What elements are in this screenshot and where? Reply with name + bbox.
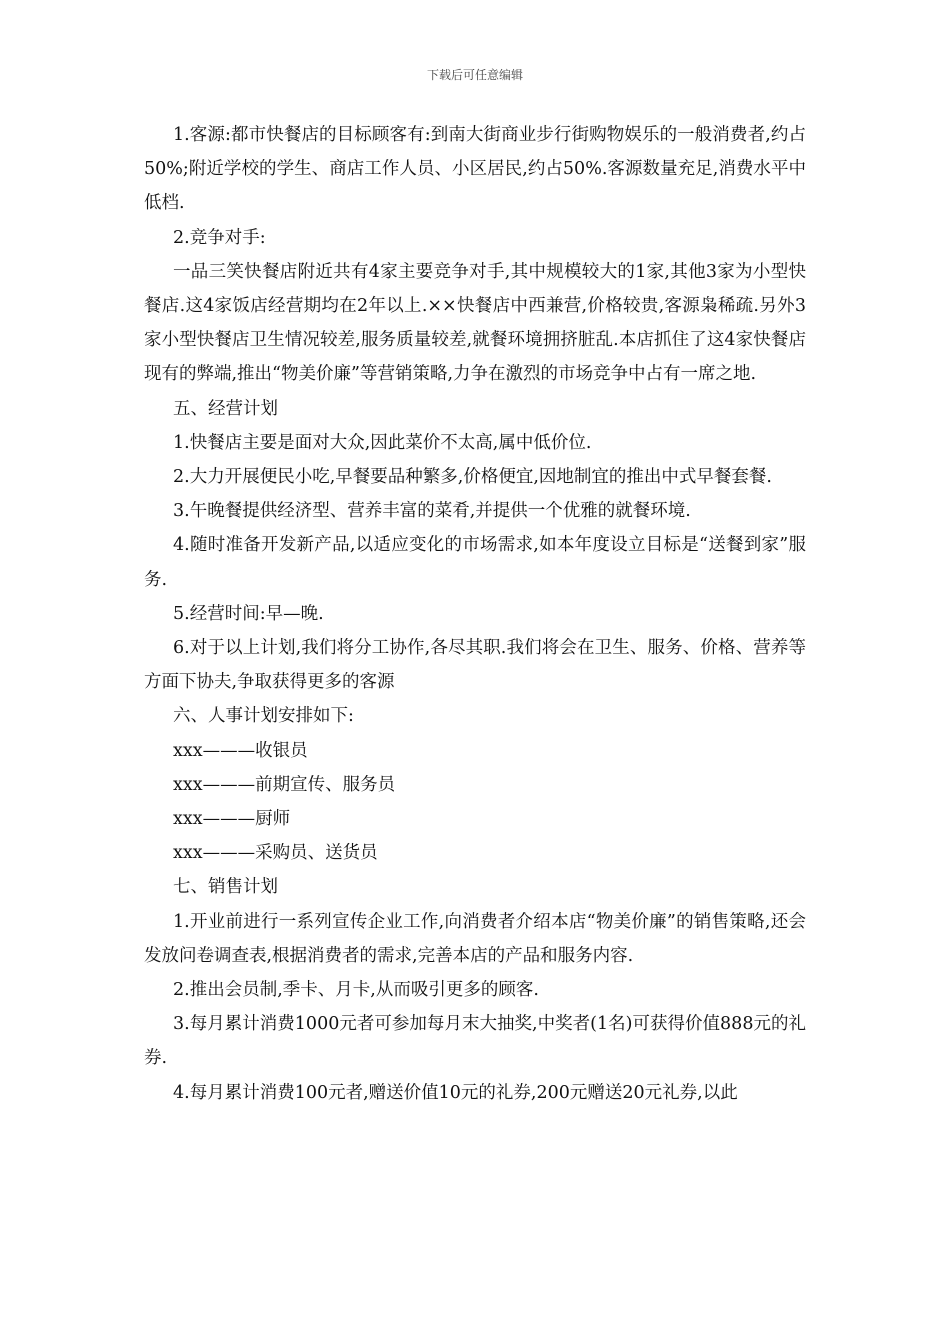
section-heading: 五、经营计划 xyxy=(173,398,278,419)
page-header: 下载后可任意编辑 xyxy=(426,68,523,82)
paragraph: 3.每月累计消费1000元者可参加每月末大抽奖,中奖者(1名)可获得价值888元的礼券. xyxy=(144,1014,806,1069)
staff-line: xxx———采购员、送货员 xyxy=(173,843,378,864)
paragraph: 2.大力开展便民小吃,早餐要品种繁多,价格便宜,因地制宜的推出中式早餐套餐. xyxy=(173,467,772,488)
section-heading: 七、销售计划 xyxy=(173,877,278,898)
paragraph: 4.每月累计消费100元者,赠送价值10元的礼券,200元赠送20元礼券,以此 xyxy=(173,1082,738,1103)
paragraph: 4.随时准备开发新产品,以适应变化的市场需求,如本年度设立目标是“送餐到家”服务. xyxy=(144,535,806,590)
paragraph: 2.竞争对手: xyxy=(173,227,266,248)
staff-line: xxx———厨师 xyxy=(173,809,291,830)
paragraph: 一品三笑快餐店附近共有4家主要竞争对手,其中规模较大的1家,其他3家为小型快餐店.这4家饭店经营期均在2年以上.××快餐店中西兼营,价格较贵,客源枭稀疏.另外3家小型快餐店卫生情况较差,服务质量较差,就餐环境拥挤脏乱.本店抓住了这4家快餐店现有的弊端,推出“物美价廉”等营销策略,力争在激烈的市场竞争中占有一席之地. xyxy=(144,261,806,385)
paragraph: 1.快餐店主要是面对大众,因此菜价不太高,属中低价位. xyxy=(173,432,592,453)
document-body xyxy=(144,118,806,1110)
staff-line: xxx———前期宣传、服务员 xyxy=(173,774,396,795)
section-heading: 六、人事计划安排如下: xyxy=(173,706,354,727)
staff-line: xxx———收银员 xyxy=(173,740,308,761)
paragraph: 3.午晚餐提供经济型、营养丰富的菜肴,并提供一个优雅的就餐环境. xyxy=(173,501,691,522)
paragraph: 2.推出会员制,季卡、月卡,从而吸引更多的顾客. xyxy=(173,980,539,1001)
paragraph: 1.客源:都市快餐店的目标顾客有:到南大街商业步行街购物娱乐的一般消费者,约占50%;附近学校的学生、商店工作人员、小区居民,约占50%.客源数量充足,消费水平中低档. xyxy=(144,125,806,214)
paragraph: 6.对于以上计划,我们将分工协作,各尽其职.我们将会在卫生、服务、价格、营养等方面下协夫,争取获得更多的客源 xyxy=(144,638,806,693)
paragraph: 1.开业前进行一系列宣传企业工作,向消费者介绍本店“物美价廉”的销售策略,还会发放问卷调查表,根据消费者的需求,完善本店的产品和服务内容. xyxy=(144,911,806,966)
paragraph: 5.经营时间:早—晚. xyxy=(173,603,324,624)
